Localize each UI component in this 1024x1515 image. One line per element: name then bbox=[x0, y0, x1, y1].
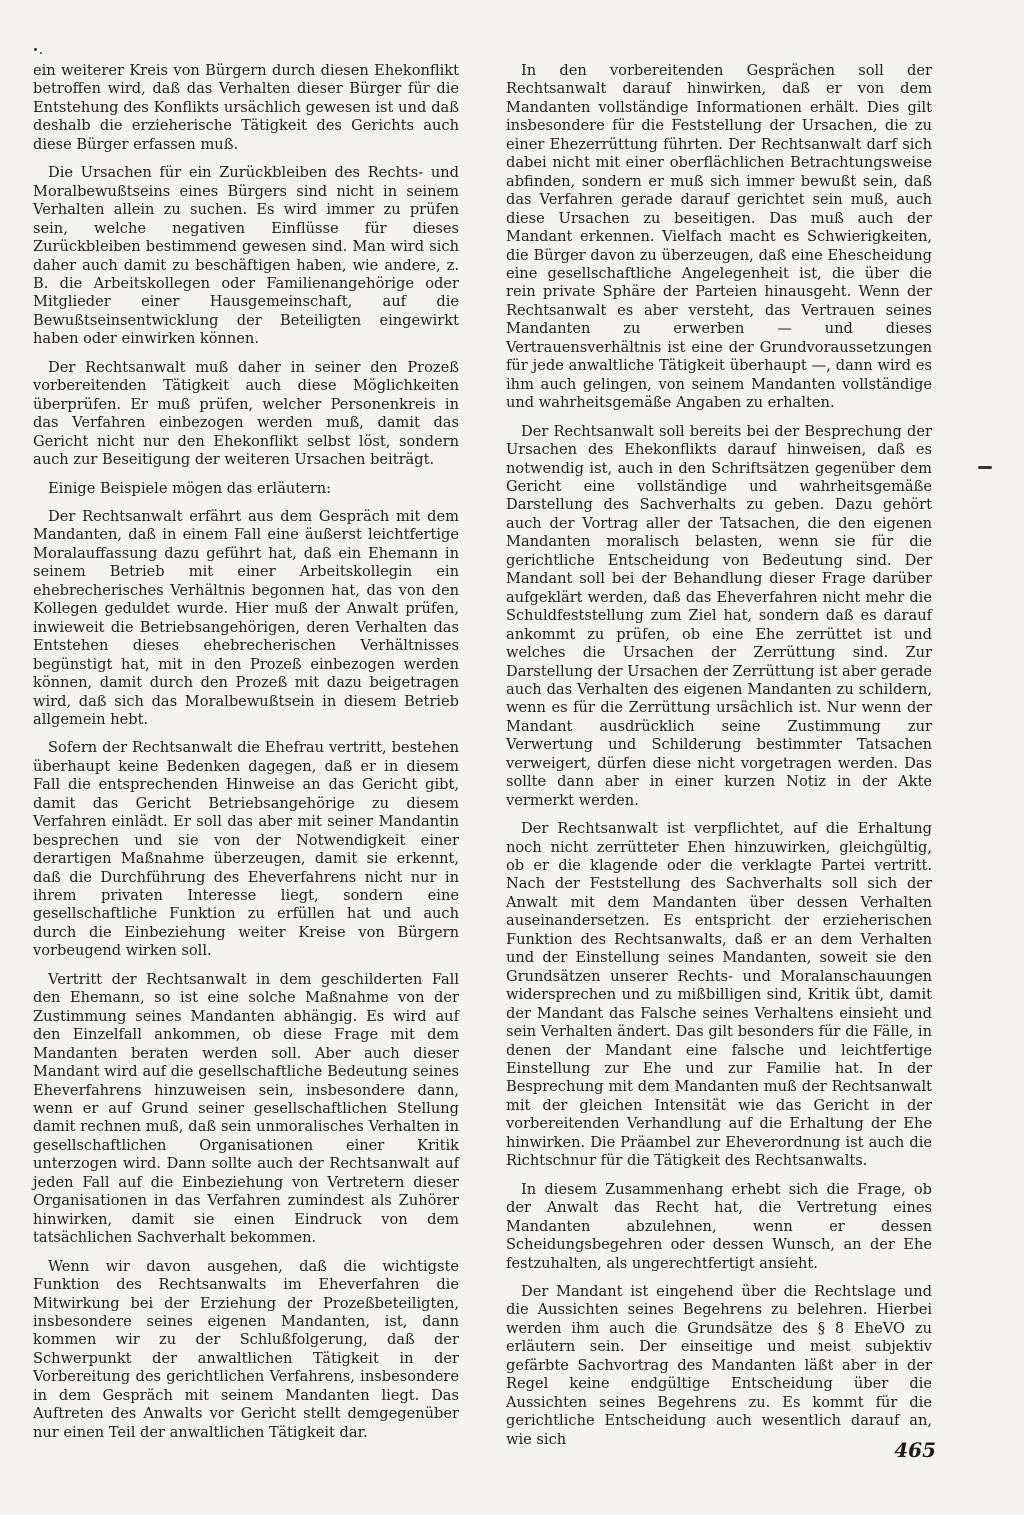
paragraph: Vertritt der Rechtsanwalt in dem geschilderten Fall den Ehemann, so ist eine solche Maßnahme von der Zustimmung seines Mandanten abhängig. Es wird auf den Einzelfall ankommen, ob diese Frage mit dem Mandanten beraten werden soll. Aber auch dieser Mandant wird auf die gesellschaftliche Bedeutung seines Eheverfahrens hinzuweisen sein, insbesondere dann, wenn er auf Grund seiner gesellschaftlichen Stellung damit rechnen muß, daß sein unmoralisches Verhalten in gesellschaftlichen Organisationen einer Kritik unterzogen wird. Dann sollte auch der Rechtsanwalt auf jeden Fall auf die Einbeziehung von Vertretern dieser Organisationen in das Verfahren zumindest als Zuhörer hinwirken, damit sie einen Eindruck von dem tatsächlichen Sachverhalt bekommen. bbox=[33, 970, 459, 1247]
paragraph: Der Rechtsanwalt muß daher in seiner den Prozeß vorbereitenden Tätigkeit auch diese Möglichkeiten überprüfen. Er muß prüfen, welcher Personenkreis in das Verfahren einbezogen werden muß, damit das Gericht nicht nur den Ehekonflikt selbst löst, sondern auch zur Beseitigung der weiteren Ursachen beiträgt. bbox=[33, 358, 459, 469]
paragraph: Die Ursachen für ein Zurückbleiben des Rechts- und Moralbewußtseins eines Bürgers sind nicht in seinem Verhalten allein zu suchen. Es wird immer zu prüfen sein, welche negativen Einflüsse für dieses Zurückbleiben bestimmend gewesen sind. Man wird sich daher auch damit zu beschäftigen haben, wie andere, z. B. die Arbeitskollegen oder Familienangehörige oder Mitglieder einer Hausgemeinschaft, auf die Bewußtseinsentwicklung der Beteiligten eingewirkt haben oder einwirken können. bbox=[33, 164, 459, 348]
paragraph: Einige Beispiele mögen das erläutern: bbox=[48, 479, 332, 497]
paragraph: Der Rechtsanwalt ist verpflichtet, auf die Erhaltung noch nicht zerrütteter Ehen hinzuwirken, gleichgültig, ob er die klagende oder die verklagte Partei vertritt. Nach der Feststellung des Sachverhalts soll sich der Anwalt mit dem Mandanten über dessen Verhalten auseinandersetzen. Es entspricht der erzieherischen Funktion des Rechtsanwalts, daß er an dem Verhalten und der Einstellung seines Mandanten, soweit sie den Grundsätzen unserer Rechts- und Moralanschauungen widersprechen und zu mißbilligen sind, Kritik übt, damit der Mandant das Falsche seines Verhaltens einsieht und sein Verhalten ändert. Das gilt besonders für die Fälle, in denen der Mandant eine falsche und leichtfertige Einstellung zur Ehe und zur Familie hat. In der Besprechung mit dem Mandanten muß der Rechtsanwalt mit der gleichen Intensität wie das Gericht in der vorbereitenden Verhandlung auf die Erhaltung der Ehe hinwirken. Die Präambel zur Eheverordnung ist auch die Richtschnur für die Tätigkeit des Rechtsanwalts. bbox=[506, 820, 932, 1170]
ink-speck bbox=[40, 52, 42, 54]
left-column bbox=[33, 62, 459, 1452]
paragraph: Der Mandant ist eingehend über die Rechtslage und die Aussichten seines Begehrens zu belehren. Hierbei werden ihm auch die Grundsätze des § 8 EheVO zu erläutern sein. Der einseitige und meist subjektiv gefärbte Sachvortrag des Mandanten läßt aber in der Regel keine endgültige Entscheidung über die Aussichten seines Begehrens zu. Es kommt für die gerichtliche Entscheidung auch wesentlich darauf an, wie sich bbox=[506, 1283, 932, 1448]
paragraph: Wenn wir davon ausgehen, daß die wichtigste Funktion des Rechtsanwalts im Eheverfahren die Mitwirkung bei der Erziehung der Prozeßbeteiligten, insbesondere seines eigenen Mandanten, ist, dann kommen wir zu der Schlußfolgerung, daß der Schwerpunkt der anwaltlichen Tätigkeit in der Vorbereitung des gerichtlichen Verfahrens, insbesondere in dem Gespräch mit seinem Mandanten liegt. Das Auftreten des Anwalts vor Gericht stellt demgegenüber nur einen Teil der anwaltlichen Tätigkeit dar. bbox=[33, 1257, 459, 1441]
ink-speck bbox=[978, 466, 992, 469]
page-number: 465 bbox=[894, 1438, 936, 1462]
paragraph: In diesem Zusammenhang erhebt sich die Frage, ob der Anwalt das Recht hat, die Vertretung eines Mandanten abzulehnen, wenn er dessen Scheidungsbegehren oder dessen Wunsch, an der Ehe festzuhalten, als ungerechtfertigt ansieht. bbox=[506, 1180, 932, 1272]
paragraph: In den vorbereitenden Gesprächen soll der Rechtsanwalt darauf hinwirken, daß er von dem Mandanten vollständige Informationen erhält. Dies gilt insbesondere für die Feststellung der Ursachen, die zu einer Ehezerrüttung führten. Der Rechtsanwalt darf sich dabei nicht mit einer oberflächlichen Betrachtungsweise abfinden, sondern er muß sich immer bewußt sein, daß das Verfahren gerade darauf gerichtet sein muß, auch diese Ursachen zu beseitigen. Das muß auch der Mandant erkennen. Vielfach macht es Schwierigkeiten, die Bürger davon zu überzeugen, daß eine Ehescheidung eine gesellschaftliche Angelegenheit ist, die über die rein private Sphäre der Parteien hinausgeht. Wenn der Rechtsanwalt es aber versteht, das Vertrauen seines Mandanten zu erwerben — und dieses Vertrauensverhältnis ist eine der Grundvoraussetzungen für jede anwaltliche Tätigkeit überhaupt —, dann wird es ihm auch gelingen, von seinem Mandanten vollständige und wahrheitsgemäße Angaben zu erhalten. bbox=[506, 62, 932, 412]
right-column bbox=[506, 62, 932, 1459]
paragraph: Der Rechtsanwalt erfährt aus dem Gespräch mit dem Mandanten, daß in einem Fall eine äußerst leichtfertige Moralauffassung dazu geführt hat, daß ein Ehemann in seinem Betrieb mit einer Arbeitskollegin ein ehebrecherisches Verhältnis begonnen hat, das von den Kollegen geduldet wurde. Hier muß der Anwalt prüfen, inwieweit die Betriebsangehörigen, deren Verhalten das Entstehen dieses ehebrecherischen Verhältnisses begünstigt hat, mit in den Prozeß einbezogen werden können, damit durch den Prozeß mit dazu beigetragen wird, daß sich das Moralbewußtsein in diesem Betrieb allgemein hebt. bbox=[33, 507, 459, 728]
paragraph: Sofern der Rechtsanwalt die Ehefrau vertritt, bestehen überhaupt keine Bedenken dagegen, daß er in diesem Fall die entsprechenden Hinweise an das Gericht gibt, damit das Gericht Betriebsangehörige zu diesem Verfahren einlädt. Er soll das aber mit seiner Mandantin besprechen und sie von der Notwendigkeit einer derartigen Maßnahme überzeugen, damit sie erkennt, daß die Durchführung des Eheverfahrens nicht nur in ihrem privaten Interesse liegt, sondern eine gesellschaftliche Funktion zu erfüllen hat und auch durch die Einbeziehung weiter Kreise von Bürgern vorbeugend wirken soll. bbox=[33, 739, 459, 960]
paragraph: Der Rechtsanwalt soll bereits bei der Besprechung der Ursachen des Ehekonflikts darauf hinweisen, daß es notwendig ist, auch in den Schriftsätzen gegenüber dem Gericht eine vollständige und wahrheitsgemäße Darstellung des Sachverhalts zu geben. Dazu gehört auch der Vortrag aller der Tatsachen, die den eigenen Mandanten moralisch belasten, wenn sie für die gerichtliche Entscheidung von Bedeutung sind. Der Mandant soll bei der Behandlung dieser Frage darüber aufgeklärt werden, daß das Eheverfahren nicht mehr die Schuldfeststellung zum Ziel hat, sondern daß es darauf ankommt zu prüfen, ob eine Ehe zerrüttet ist und welches die Ursachen der Zerrüttung sind. Zur Darstellung der Ursachen der Zerrüttung ist aber gerade auch das Verhalten des eigenen Mandanten zu schildern, wenn es für die Zerrüttung ursächlich ist. Nur wenn der Mandant ausdrücklich seine Zustimmung zur Verwertung und Schilderung bestimmter Tatsachen verweigert, dürfen diese nicht vorgetragen werden. Das sollte dann aber in einer kurzen Notiz in der Akte vermerkt werden. bbox=[506, 422, 932, 809]
ink-speck bbox=[34, 48, 37, 51]
paragraph: ein weiterer Kreis von Bürgern durch diesen Ehekonflikt betroffen wird, daß das Verhalten dieser Bürger für die Entstehung des Konflikts ursächlich gewesen ist und daß deshalb die erzieherische Tätigkeit des Gerichts auch diese Bürger erfassen muß. bbox=[33, 62, 459, 153]
